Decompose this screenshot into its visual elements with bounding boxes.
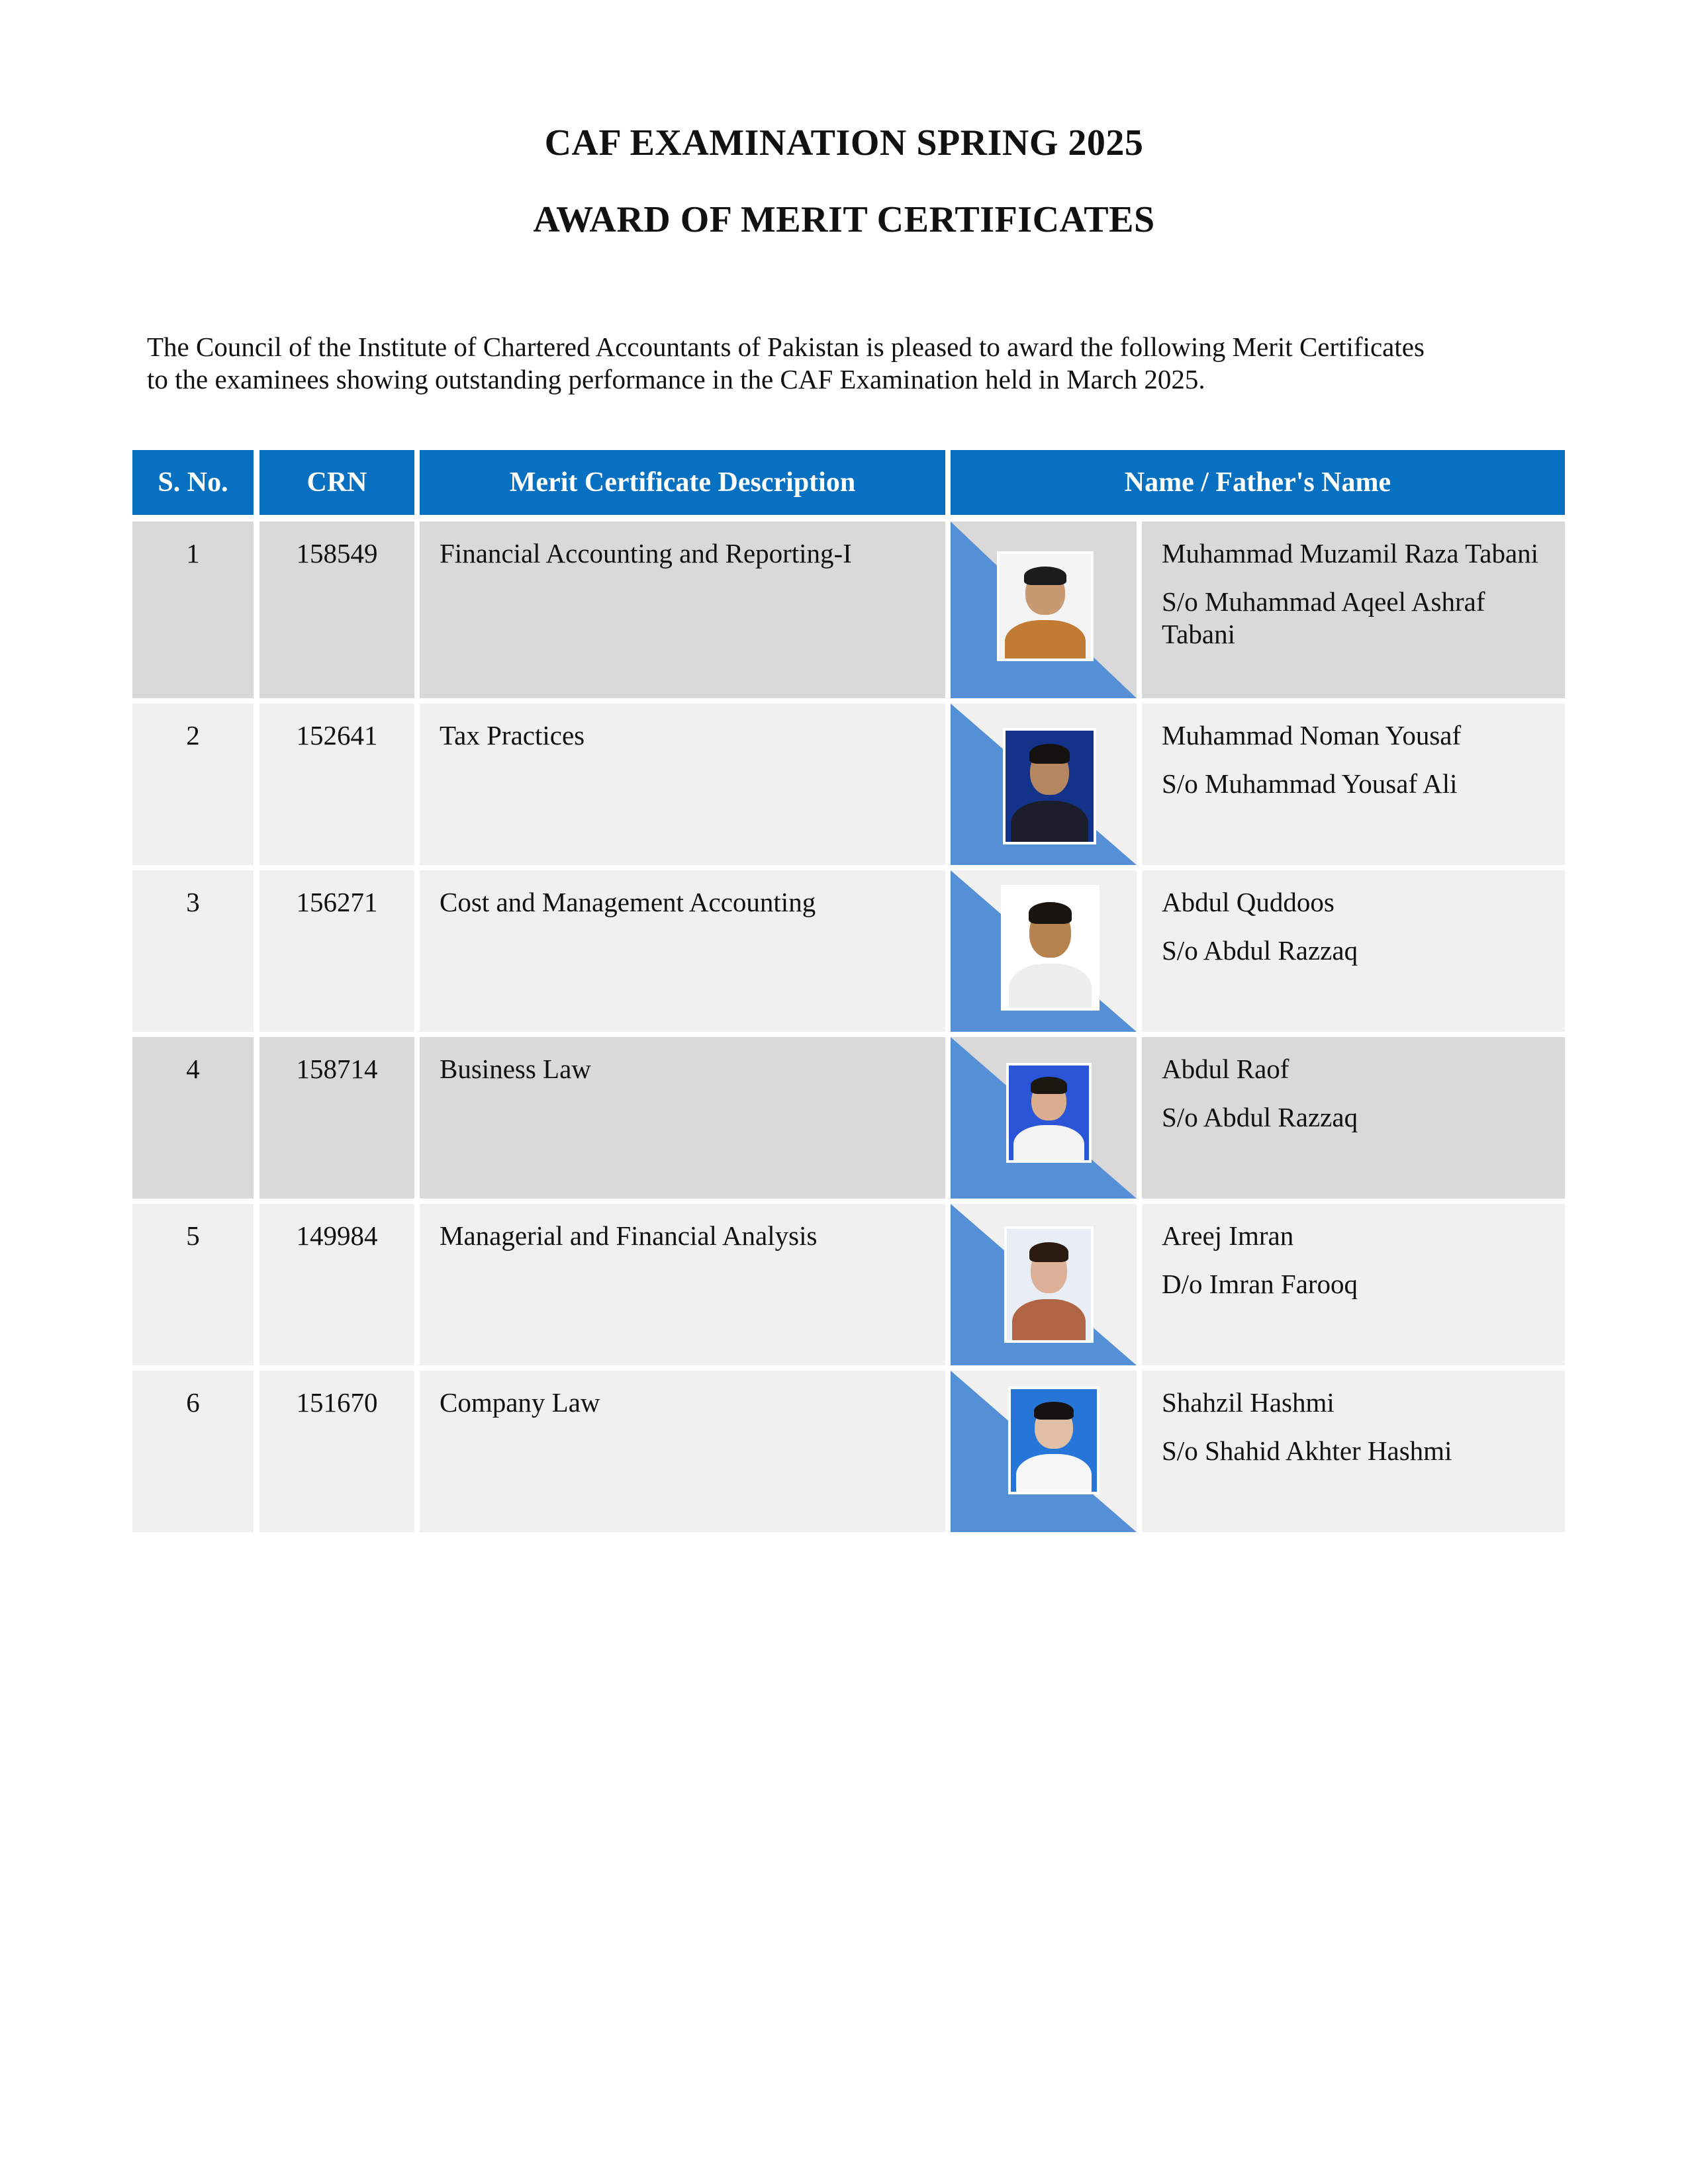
avatar xyxy=(1004,1226,1094,1343)
row-description: Company Law xyxy=(420,1371,945,1532)
row-crn: 149984 xyxy=(259,1204,414,1365)
avatar-body xyxy=(1005,620,1085,661)
row-name-cell xyxy=(1142,1371,1565,1532)
avatar-hair xyxy=(1029,1242,1068,1262)
row-sno: 4 xyxy=(132,1037,254,1199)
row-sno: 6 xyxy=(132,1371,254,1532)
photo-cell xyxy=(951,522,1137,698)
document-subtitle: AWARD OF MERIT CERTIFICATES xyxy=(533,199,1155,240)
father-name: S/o Shahid Akhter Hashmi xyxy=(1162,1435,1452,1466)
document-title: CAF EXAMINATION SPRING 2025 xyxy=(544,122,1144,163)
row-sno: 2 xyxy=(132,704,254,865)
row-crn: 152641 xyxy=(259,704,414,865)
avatar-body xyxy=(1011,801,1088,844)
row-name-cell xyxy=(1142,870,1565,1032)
avatar-hair xyxy=(1034,1402,1074,1420)
avatar xyxy=(1001,885,1100,1011)
header-name: Name / Father's Name xyxy=(951,450,1565,515)
avatar-hair xyxy=(1029,744,1070,764)
intro-line: The Council of the Institute of Chartered Accountants of Pakistan is pleased to award the following Merit Certificates xyxy=(147,332,1425,362)
avatar-body xyxy=(1012,1299,1086,1343)
row-description: Business Law xyxy=(420,1037,945,1199)
examinee-name: Areej Imran xyxy=(1162,1220,1294,1251)
avatar-body xyxy=(1013,1125,1084,1163)
photo-cell xyxy=(951,704,1137,865)
father-name: D/o Imran Farooq xyxy=(1162,1269,1358,1299)
photo-cell xyxy=(951,870,1137,1032)
examinee-name: Muhammad Muzamil Raza Tabani xyxy=(1162,538,1539,569)
row-description: Managerial and Financial Analysis xyxy=(420,1204,945,1365)
examinee-name: Shahzil Hashmi xyxy=(1162,1387,1335,1418)
row-crn: 158714 xyxy=(259,1037,414,1199)
avatar xyxy=(1008,1387,1100,1494)
row-crn: 156271 xyxy=(259,870,414,1032)
row-name-cell xyxy=(1142,1037,1565,1199)
row-name-cell xyxy=(1142,522,1565,698)
avatar-body xyxy=(1016,1454,1092,1494)
intro-paragraph xyxy=(147,331,1564,396)
row-sno: 3 xyxy=(132,870,254,1032)
row-description: Financial Accounting and Reporting-I xyxy=(420,522,945,698)
row-name-cell xyxy=(1142,704,1565,865)
father-name: S/o Abdul Razzaq xyxy=(1162,935,1358,966)
row-name-cell xyxy=(1142,1204,1565,1365)
avatar xyxy=(1006,1063,1092,1163)
row-sno: 1 xyxy=(132,522,254,698)
photo-cell xyxy=(951,1037,1137,1199)
avatar-hair xyxy=(1029,902,1072,924)
examinee-name: Muhammad Noman Yousaf xyxy=(1162,720,1462,751)
father-name: S/o Abdul Razzaq xyxy=(1162,1102,1358,1132)
examinee-name: Abdul Raof xyxy=(1162,1054,1289,1084)
avatar xyxy=(1003,728,1096,844)
row-crn: 151670 xyxy=(259,1371,414,1532)
header-sno: S. No. xyxy=(132,450,254,515)
father-name: S/o Muhammad Yousaf Ali xyxy=(1162,768,1458,799)
photo-cell xyxy=(951,1204,1137,1365)
avatar-hair xyxy=(1031,1077,1068,1094)
row-description: Tax Practices xyxy=(420,704,945,865)
avatar-body xyxy=(1009,964,1091,1011)
row-sno: 5 xyxy=(132,1204,254,1365)
father-name: S/o Muhammad Aqeel Ashraf Tabani xyxy=(1162,586,1485,649)
examinee-name: Abdul Quddoos xyxy=(1162,887,1335,917)
avatar xyxy=(997,551,1094,661)
row-crn: 158549 xyxy=(259,522,414,698)
row-description: Cost and Management Accounting xyxy=(420,870,945,1032)
header-crn: CRN xyxy=(259,450,414,515)
avatar-hair xyxy=(1024,567,1066,585)
photo-cell xyxy=(951,1371,1137,1532)
header-description: Merit Certificate Description xyxy=(420,450,945,515)
intro-line: to the examinees showing outstanding performance in the CAF Examination held in March 2025. xyxy=(147,364,1205,394)
